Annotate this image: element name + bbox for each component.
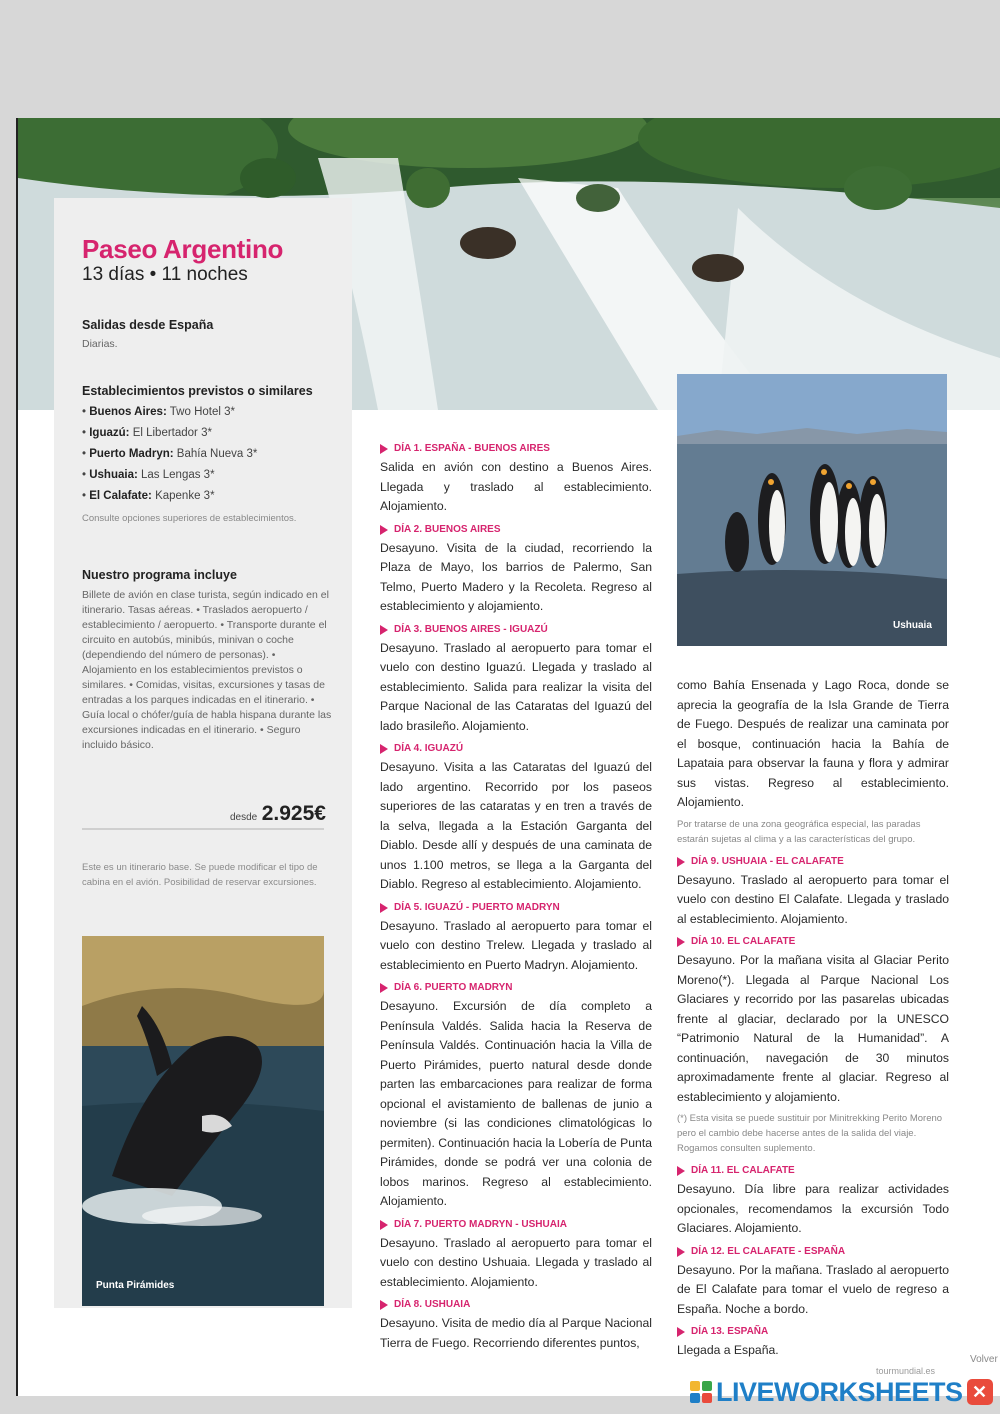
day-text: Desayuno. Visita de medio día al Parque Nacional Tierra de Fuego. Recorriendo diferentes puntos, — [380, 1316, 652, 1350]
liveworksheets-wordmark: LIVEWORKSHEETS — [716, 1376, 963, 1407]
hotel-item: • Puerto Madryn: Bahía Nueva 3* — [82, 448, 258, 460]
itinerary-column-1 — [380, 438, 652, 1357]
day-entry — [677, 933, 949, 1107]
day-text: Desayuno. Día libre para realizar actividades opcionales, recomendamos la excursión Todo Glaciares. Alojamiento. — [677, 1182, 949, 1235]
whale-photo — [82, 936, 324, 1306]
day-title: DÍA 2. BUENOS AIRES — [394, 523, 501, 535]
price-divider — [82, 828, 324, 830]
itinerary-note: Este es un itinerario base. Se puede modificar el tipo de cabina en el avión. Posibilidad de reservar excursiones. — [82, 862, 318, 888]
departures-section — [82, 318, 213, 350]
day-text: Desayuno. Visita a las Cataratas del Iguazú del lado argentino. Recorrido por los paseos superiores de las cataratas y en tren a través de la selva, llegada a la Estación Garganta del Diablo. Desde allí y después de una caminata de unos 1.100 metros, se llega a la Garganta del Diablo. Regreso al establecimiento. Alojamiento. — [380, 760, 652, 891]
day-text: Desayuno. Traslado al aeropuerto para tomar el vuelo con destino El Calafate. Llegada y traslado al establecimiento. Alojamiento. — [677, 872, 949, 926]
hotel-item: • El Calafate: Kapenke 3* — [82, 490, 215, 502]
back-link[interactable]: Volver — [970, 1354, 998, 1365]
close-icon[interactable]: ✕ — [967, 1379, 993, 1405]
day-entry — [380, 1216, 652, 1293]
liveworksheets-brand[interactable] — [690, 1374, 993, 1410]
day-8-continued: como Bahía Ensenada y Lago Roca, donde se aprecia la geografía de la Isla Grande de Tierra de Fuego. Después de realizar una caminata por el bosque, continuación hacia la Bahía de Lapataia para observar la fauna y flora y admirar sus vistas. Regreso al establecimiento. Alojamiento. — [677, 678, 949, 809]
play-triangle-icon — [677, 1247, 685, 1257]
day-title: DÍA 10. EL CALAFATE — [691, 936, 796, 947]
play-triangle-icon — [380, 744, 388, 754]
play-triangle-icon — [380, 903, 388, 913]
liveworksheets-logo-icon — [690, 1381, 712, 1403]
day-8-note: Por tratarse de una zona geográfica especial, las paradas estarán sujetas al clima y a las características del grupo. — [677, 818, 921, 845]
play-triangle-icon — [677, 1166, 685, 1176]
day-text: Desayuno. Visita de la ciudad, recorriendo la Plaza de Mayo, los barrios de Palermo, San Telmo, Puerto Madero y la Recoleta. Regreso al establecimiento y alojamiento. — [380, 540, 652, 613]
day-entry — [380, 440, 652, 517]
hotels-list — [82, 402, 342, 507]
day-entry — [677, 1162, 949, 1239]
price-from-label: desde — [230, 812, 258, 823]
day-text: Desayuno. Por la mañana visita al Glaciar Perito Moreno(*). Llegada al Parque Nacional Los Glaciares y recorrido por las pasarelas ubicadas frente al glaciar, declarado por la UNESCO “Patrimonio Natural de la Humanidad”. A continuación, navegación de 30 minutos aproximadamente frente al glaciar. Regreso al establecimiento y alojamiento. — [677, 953, 949, 1104]
penguin-caption: Ushuaia — [893, 620, 932, 631]
day-title: DÍA 8. USHUAIA — [394, 1299, 471, 1310]
day-text: Desayuno. Traslado al aeropuerto para tomar el vuelo con destino Trelew. Llegada y traslado al establecimiento en Puerto Madryn. Alojamiento. — [380, 918, 652, 972]
hotel-item: • Iguazú: El Libertador 3* — [82, 427, 212, 439]
itinerary-column-2 — [677, 676, 949, 1365]
play-triangle-icon — [380, 1300, 388, 1310]
play-triangle-icon — [380, 625, 388, 635]
hotel-item: • Buenos Aires: Two Hotel 3* — [82, 406, 235, 418]
hotels-note: Consulte opciones superiores de establecimientos. — [82, 513, 297, 524]
whale-caption: Punta Pirámides — [96, 1280, 175, 1291]
departures-value: Diarias. — [82, 338, 118, 350]
day-text: Llegada a España. — [677, 1343, 779, 1357]
penguins-photo — [677, 374, 947, 646]
brochure-page — [18, 118, 1000, 1396]
day-title: DÍA 1. ESPAÑA - BUENOS AIRES — [394, 443, 550, 454]
day-title: DÍA 11. EL CALAFATE — [691, 1165, 795, 1176]
hotels-section — [82, 384, 342, 524]
hotels-label: Establecimientos previstos o similares — [82, 384, 313, 398]
day-entry — [380, 979, 652, 1212]
play-triangle-icon — [380, 444, 388, 454]
day-10-note: (*) Esta visita se puede sustituir por Minitrekking Perito Moreno pero el cambio debe hacerse antes de la salida del viaje. Rogamos consulten suplemento. — [677, 1113, 943, 1154]
price-value: 2.925€ — [261, 802, 326, 825]
trip-duration: 13 días • 11 noches — [82, 264, 248, 285]
day-entry — [380, 1296, 652, 1353]
day-title: DÍA 13. ESPAÑA — [691, 1326, 769, 1337]
day-title: DÍA 12. EL CALAFATE - ESPAÑA — [691, 1245, 846, 1257]
play-triangle-icon — [677, 937, 685, 947]
day-text: Salida en avión con destino a Buenos Aires. Llegada y traslado al establecimiento. Alojamiento. — [380, 460, 652, 513]
price-block — [230, 802, 326, 826]
day-title: DÍA 4. IGUAZÚ — [394, 743, 464, 754]
day-text: Desayuno. Por la mañana. Traslado al aeropuerto de El Calafate para tomar el vuelo de regreso a España. Noche a bordo. — [677, 1262, 949, 1316]
day-title: DÍA 6. PUERTO MADRYN — [394, 982, 513, 993]
play-triangle-icon — [380, 983, 388, 993]
day-entry — [677, 853, 949, 930]
program-section — [82, 568, 332, 753]
play-triangle-icon — [380, 1220, 388, 1230]
page-title: Paseo Argentino — [82, 234, 284, 264]
play-triangle-icon — [677, 857, 685, 867]
day-text: Desayuno. Traslado al aeropuerto para tomar el vuelo con destino Ushuaia. Llegada y traslado al establecimiento. Alojamiento. — [380, 1235, 652, 1289]
day-entry — [380, 740, 652, 895]
departures-label: Salidas desde España — [82, 318, 214, 332]
info-panel — [54, 198, 352, 1308]
day-entry — [677, 1243, 949, 1320]
play-triangle-icon — [380, 525, 388, 535]
day-title: DÍA 5. IGUAZÚ - PUERTO MADRYN — [394, 901, 560, 913]
day-entry — [380, 621, 652, 737]
day-text: Desayuno. Excursión de día completo a Península Valdés. Salida hacia la Reserva de Península Valdés. Continuación hacia la Villa de Puerto Pirámides, puerto natural desde donde parten las embarcaciones para realizar de forma opcional el avistamiento de ballenas de junio a noviembre (si las condiciones climatológicas lo permiten). Continuación hacia la Lobería de Punta Pirámides, donde se podrá ver una colonia de lobos marinos. Regreso al establecimiento. Alojamiento. — [380, 999, 652, 1208]
day-entry — [380, 521, 652, 617]
site-url: tourmundial.es — [876, 1366, 936, 1376]
program-label: Nuestro programa incluye — [82, 568, 237, 582]
day-title: DÍA 9. USHUAIA - EL CALAFATE — [691, 855, 844, 867]
day-text: Desayuno. Traslado al aeropuerto para tomar el vuelo con destino Iguazú. Llegada y traslado al establecimiento. Salida para realizar la visita del Parque Nacional de las Cataratas del Iguazú del lado brasileño. Alojamiento. — [380, 640, 652, 733]
day-entry — [677, 1323, 949, 1361]
program-text: Billete de avión en clase turista, según indicado en el itinerario. Tasas aéreas. • Traslados aeropuerto / establecimiento / aeropuerto. • Transporte durante el circuito en autobús, minibús, minivan o coche (dependiendo del número de personas). • Alojamiento en los establecimientos previstos o similares. • Comidas, visitas, excursiones y tasas de entradas a los parques indicadas en el itinerario. • Guía local o chófer/guía de habla hispana durante las excursiones indicadas en el itinerario. • Seguro incluido básico. — [82, 589, 332, 751]
hotel-item: • Ushuaia: Las Lengas 3* — [82, 469, 215, 481]
play-triangle-icon — [677, 1327, 685, 1337]
day-title: DÍA 7. PUERTO MADRYN - USHUAIA — [394, 1218, 567, 1230]
day-title: DÍA 3. BUENOS AIRES - IGUAZÚ — [394, 623, 548, 635]
day-entry — [380, 899, 652, 976]
